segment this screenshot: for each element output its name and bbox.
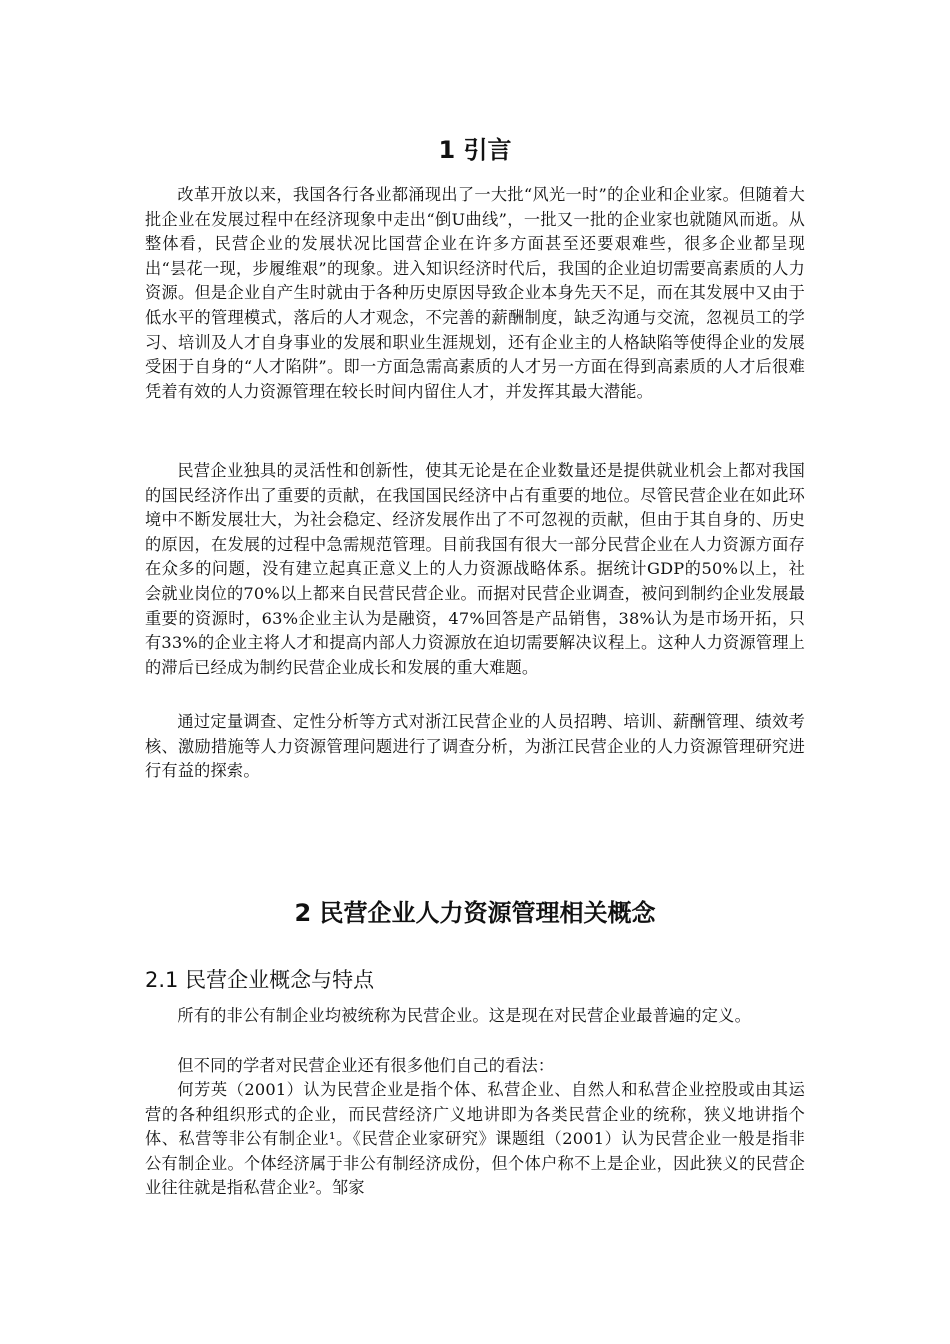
subsection-2-1-title: 2.1 民营企业概念与特点 <box>145 968 375 992</box>
section-1-paragraph-3: 通过定量调查、定性分析等方式对浙江民营企业的人员招聘、培训、薪酬管理、绩效考核、激励措施等人力资源管理问题进行了调查分析，为浙江民营企业的人力资源管理研究进行有益的探索。 <box>145 712 805 781</box>
section-1-paragraph-1: 改革开放以来，我国各行各业都涌现出了一大批“风光一时”的企业和企业家。但随着大批企业在发展过程中在经济现象中走出“倒U曲线”，一批又一批的企业家也就随风而逝。从整体看，民营企业的发展状况比国营企业在许多方面甚至还要艰难些，很多企业都呈现出“昙花一现，步履维艰”的现象。进入知识经济时代后，我国的企业迫切需要高素质的人力资源。但是企业自产生时就由于各种历史原因导致企业本身先天不足，而在其发展中又由于低水平的管理模式，落后的人才观念，不完善的薪酬制度，缺乏沟通与交流，忽视员工的学习、培训及人才自身事业的发展和职业生涯规划，还有企业主的人格缺陷等使得企业的发展受困于自身的“人才陷阱”。即一方面急需高素质的人才另一方面在得到高素质的人才后很难凭着有效的人力资源管理在较长时间内留住人才，并发挥其最大潜能。 <box>145 185 805 401</box>
section-2-title: 2 民营企业人力资源管理相关概念 <box>294 899 656 927</box>
section-1-paragraph-2: 民营企业独具的灵活性和创新性，使其无论是在企业数量还是提供就业机会上都对我国的国民经济作出了重要的贡献，在我国国民经济中占有重要的地位。尽管民营企业在如此环境中不断发展壮大，为社会稳定、经济发展作出了不可忽视的贡献，但由于其自身的、历史的原因，在发展的过程中急需规范管理。目前我国有很大一部分民营企业在人力资源方面存在众多的问题，没有建立起真正意义上的人力资源战略体系。据统计GDP的50%以上，社会就业岗位的70%以上都来自民营民营企业。而据对民营企业调查，被问到制约企业发展最重要的资源时，63%企业主认为是融资，47%回答是产品销售，38%认为是市场开拓，只有33%的企业主将人才和提高内部人力资源放在迫切需要解决议程上。这种人力资源管理上的滞后已经成为制约民营企业成长和发展的重大难题。 <box>145 461 805 677</box>
section-1-title: 1 引言 <box>438 136 512 164</box>
subsection-paragraph-2: 但不同的学者对民营企业还有很多他们自己的看法： <box>177 1056 555 1075</box>
subsection-paragraph-1: 所有的非公有制企业均被统称为民营企业。这是现在对民营企业最普遍的定义。 <box>177 1006 751 1025</box>
subsection-paragraph-3: 何芳英（2001）认为民营企业是指个体、私营企业、自然人和私营企业控股或由其运营的各种组织形式的企业，而民营经济广义地讲即为各类民营企业的统称，狭义地讲指个体、私营等非公有制企业¹。《民营企业家研究》课题组（2001）认为民营企业一般是指非公有制企业。个体经济属于非公有制经济成份，但个体户称不上是企业，因此狭义的民营企业往往就是指私营企业²。邹家 <box>145 1080 805 1198</box>
